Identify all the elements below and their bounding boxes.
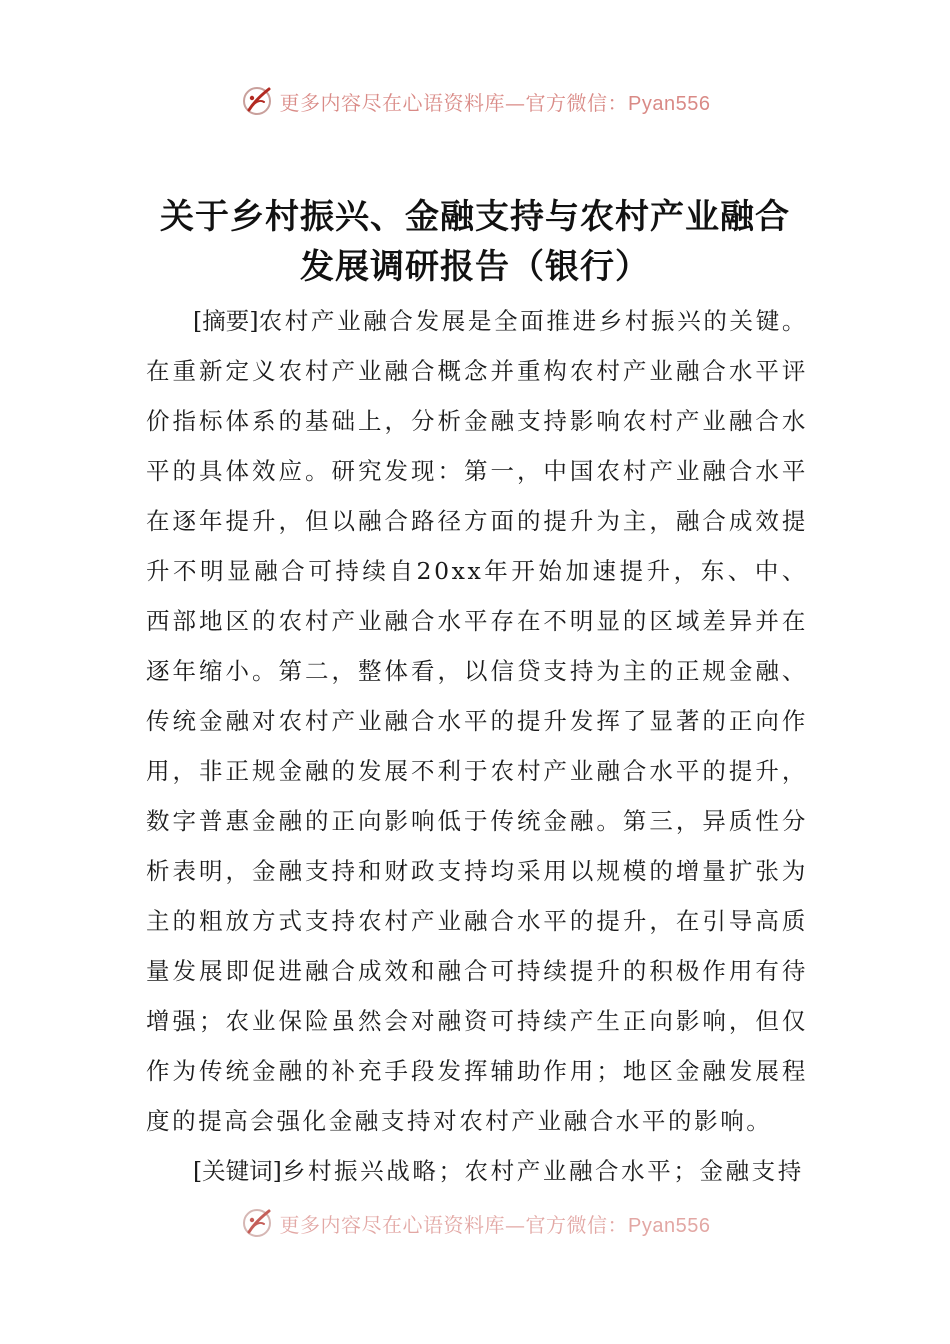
footer-watermark <box>0 1206 950 1240</box>
abstract-paragraph <box>146 296 808 1146</box>
pen-circle-logo-icon <box>240 1206 274 1240</box>
keywords-paragraph <box>146 1146 808 1196</box>
header-watermark <box>0 84 950 118</box>
title-line-1: 关于乡村振兴、金融支持与农村产业融合 <box>160 197 790 237</box>
abstract-label: [摘要] <box>193 307 259 335</box>
document-title <box>120 192 830 292</box>
title-line-2: 发展调研报告（银行） <box>300 247 650 287</box>
keywords-label: [关键词] <box>193 1157 282 1185</box>
wechat-id: Pyan556 <box>628 1214 711 1237</box>
watermark-text: 更多内容尽在心语资料库—官方微信：Pyan556 <box>279 90 711 115</box>
document-body <box>146 296 808 1196</box>
pen-circle-logo-icon <box>240 84 274 118</box>
abstract-text: 农村产业融合发展是全面推进乡村振兴的关键。在重新定义农村产业融合概念并重构农村产业融合水平评价指标体系的基础上，分析金融支持影响农村产业融合水平的具体效应。研究发现：第一，中国农村产业融合水平在逐年提升，但以融合路径方面的提升为主，融合成效提升不明显融合可持续自20xx年开始加速提升，东、中、西部地区的农村产业融合水平存在不明显的区域差异并在逐年缩小。第二，整体看，以信贷支持为主的正规金融、传统金融对农村产业融合水平的提升发挥了显著的正向作用，非正规金融的发展不利于农村产业融合水平的提升，数字普惠金融的正向影响低于传统金融。第三，异质性分析表明，金融支持和财政支持均采用以规模的增量扩张为主的粗放方式支持农村产业融合水平的提升，在引导高质量发展即促进融合成效和融合可持续提升的积极作用有待增强；农业保险虽然会对融资可持续产生正向影响，但仅作为传统金融的补充手段发挥辅助作用；地区金融发展程度的提高会强化金融支持对农村产业融合水平的影响。 <box>146 307 808 1135</box>
keywords-text: 乡村振兴战略；农村产业融合水平；金融支持 <box>281 1157 804 1185</box>
wechat-id: Pyan556 <box>628 92 711 115</box>
watermark-text: 更多内容尽在心语资料库—官方微信：Pyan556 <box>279 1212 711 1237</box>
